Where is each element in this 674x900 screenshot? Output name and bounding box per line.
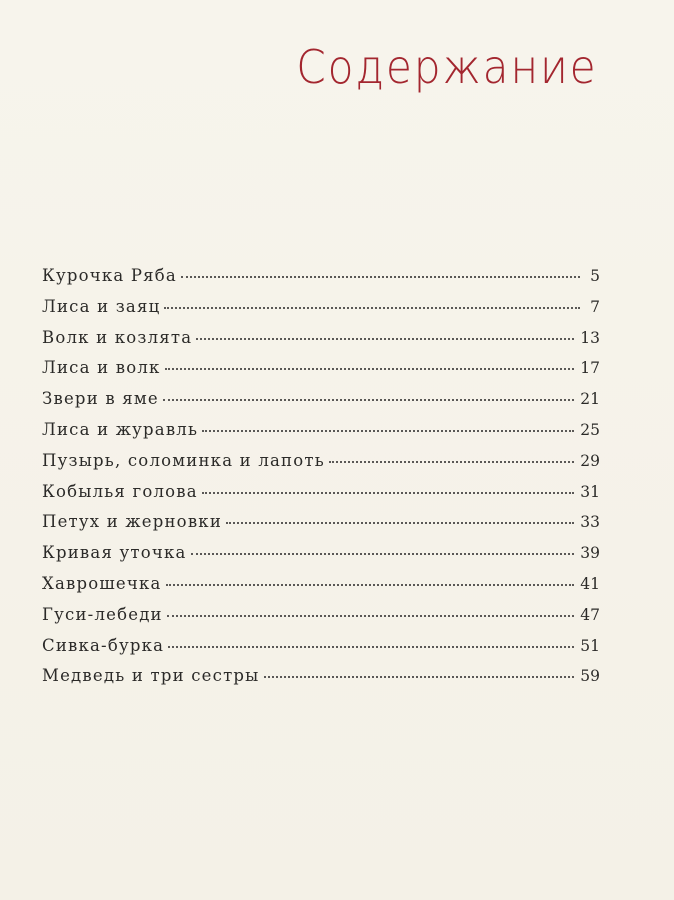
toc-entry-title: Лиса и заяц (42, 296, 161, 316)
toc-entry-title: Сивка-бурка (42, 635, 165, 655)
toc-entry-page: 51 (580, 636, 600, 655)
dot-leader (202, 430, 574, 432)
toc-entry-title: Звери в яме (42, 389, 159, 409)
dot-leader (168, 646, 574, 648)
toc-entry-page: 25 (580, 420, 600, 439)
toc-entry[interactable] (42, 266, 600, 297)
toc-entry-title: Лиса и волк (42, 358, 161, 378)
toc-entry-page: 21 (580, 390, 600, 409)
toc-entry[interactable] (42, 451, 600, 482)
toc-entry-title: Волк и козлята (42, 327, 193, 347)
toc-entry[interactable] (42, 666, 600, 697)
toc-entry-page: 31 (580, 482, 600, 501)
toc-entry-title: Лиса и журавль (42, 419, 199, 439)
toc-entry[interactable] (42, 297, 600, 328)
dot-leader (329, 461, 574, 463)
toc-entry-page: 59 (580, 667, 600, 686)
table-of-contents (42, 266, 600, 697)
toc-entry[interactable] (42, 543, 600, 574)
dot-leader (196, 338, 574, 340)
toc-entry-title: Гуси-лебеди (42, 604, 163, 624)
toc-entry-page: 47 (580, 605, 600, 624)
toc-entry-title: Кривая уточка (42, 543, 187, 563)
toc-entry-title: Кобылья голова (42, 481, 198, 501)
toc-entry[interactable] (42, 636, 600, 667)
toc-entry-page: 5 (590, 267, 600, 285)
toc-entry-title: Хаврошечка (42, 573, 162, 593)
toc-entry-title: Медведь и три сестры (42, 666, 260, 686)
toc-entry-title: Пузырь, соломинка и лапоть (42, 450, 325, 470)
toc-entry[interactable] (42, 574, 600, 605)
dot-leader (264, 676, 575, 678)
dot-leader (167, 615, 575, 617)
toc-entry[interactable] (42, 605, 600, 636)
toc-entry[interactable] (42, 512, 600, 543)
toc-entry-page: 13 (580, 328, 600, 347)
toc-entry[interactable] (42, 482, 600, 513)
dot-leader (166, 584, 575, 586)
toc-entry-title: Курочка Ряба (42, 266, 177, 285)
dot-leader (165, 368, 575, 370)
toc-entry-page: 17 (580, 359, 600, 378)
dot-leader (181, 276, 580, 278)
dot-leader (202, 492, 574, 494)
toc-entry-title: Петух и жерновки (42, 512, 223, 532)
toc-entry[interactable] (42, 389, 600, 420)
dot-leader (191, 553, 575, 555)
dot-leader (164, 307, 580, 309)
page-title: Содержание (296, 40, 598, 94)
toc-entry-page: 29 (580, 451, 600, 470)
toc-entry-page: 41 (580, 574, 600, 593)
toc-entry[interactable] (42, 328, 600, 359)
toc-entry[interactable] (42, 358, 600, 389)
dot-leader (163, 399, 574, 401)
toc-entry[interactable] (42, 420, 600, 451)
toc-entry-page: 39 (580, 544, 600, 563)
toc-entry-page: 7 (590, 297, 600, 316)
toc-entry-page: 33 (580, 513, 600, 532)
dot-leader (226, 522, 574, 524)
